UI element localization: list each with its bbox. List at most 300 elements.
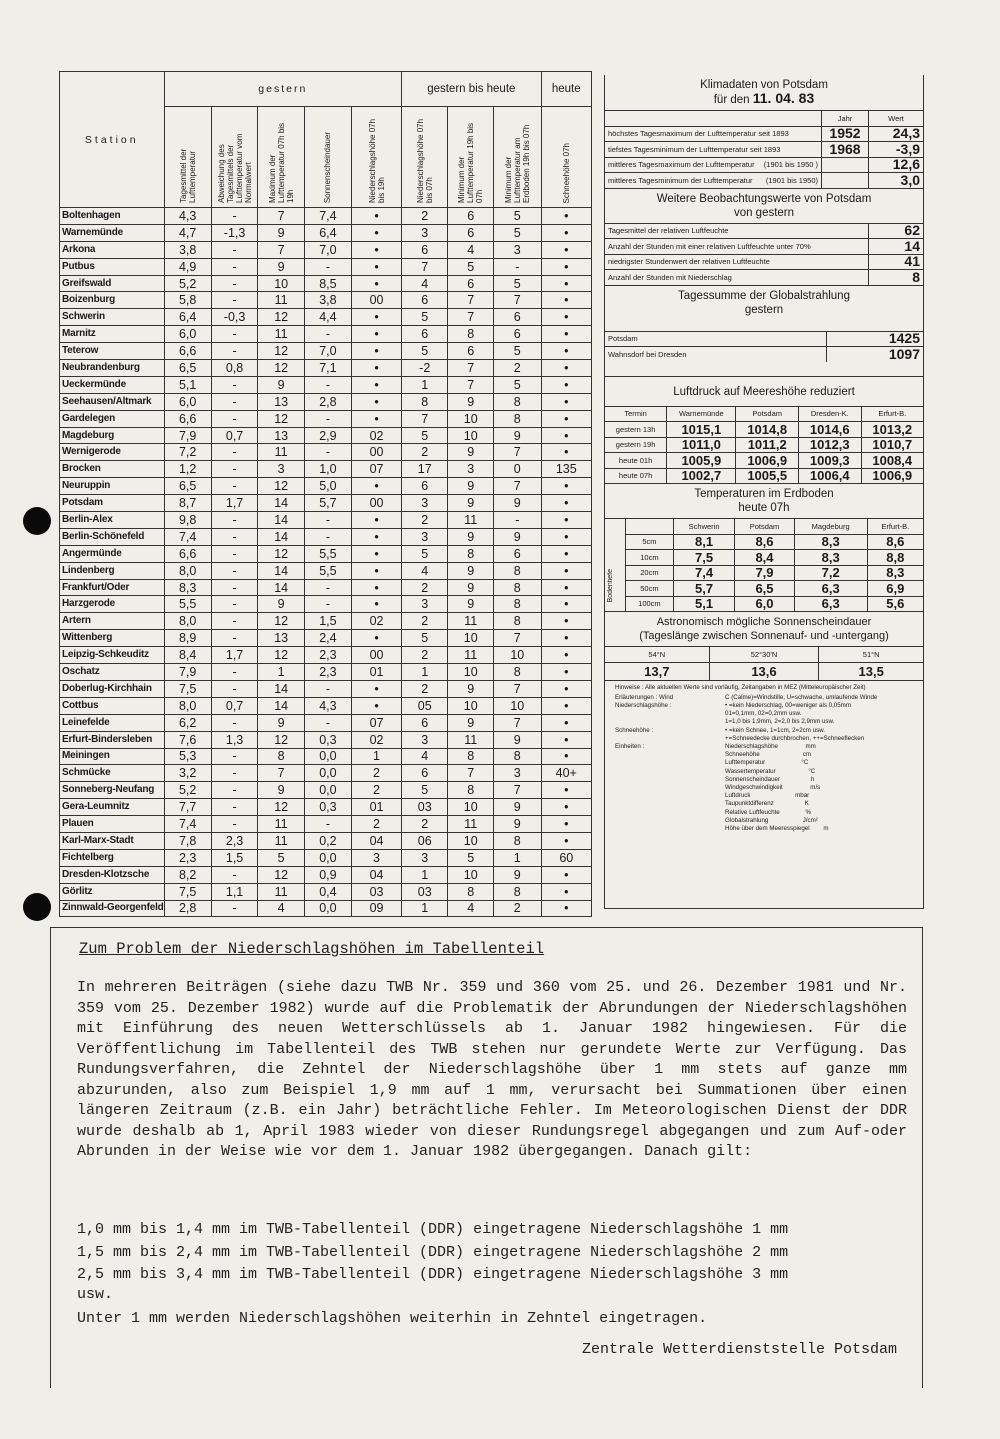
article-body: In mehreren Beiträgen (siehe dazu TWB Nr. 359 und 360 vom 25. und 26. Dezember 1981 und Nr. 359 vom 25. Dezember 1982) wurde auf die Problematik der Abrundungen der Niederschlagshöhen mit Einführung des neuen Wetterschlüssels ab 1. Januar 1982 hingewiesen. Für die Veröffentlichung im Tabellenteil des TWB stehen nur gerundete Werte zur Verfügung. Das Rundungsverfahren, die Zehntel der Niederschlagshöhe über 1 mm stets auf ganze mm abzurunden, also zum Beispiel 1,9 mm auf 1 mm, verursacht bei Summationen über einen längeren Zeitraum (z.B. ein Jahr) beträchtliche Fehler. Im Meteorologischen Dienst der DDR wurde deshalb ab 1, April 1983 wieder von dieser Rundungsregel abgegangen und zum Auf-oder Abrunden in der Weise wie vor dem 1. Januar 1982 übergegangen. Danach gilt: (77, 979, 907, 1160)
station-value: - (494, 258, 542, 275)
station-value: - (211, 512, 258, 529)
station-name: Magdeburg (60, 427, 165, 444)
station-value: 9 (448, 562, 494, 579)
table-row (605, 422, 923, 438)
erdboden-value: 8,3 (867, 565, 923, 581)
station-value: 7 (494, 680, 542, 697)
table-row (60, 799, 592, 816)
station-value: 5 (494, 343, 542, 360)
station-value: • (541, 883, 591, 900)
klima-value: -3,9 (869, 142, 924, 158)
station-value: 8 (448, 748, 494, 765)
luftdruck-value: 1013,2 (861, 422, 923, 438)
station-value: - (211, 343, 258, 360)
column-header-label: Niederschlagshöhe 07h bis 07h (415, 118, 434, 203)
station-value: 13 (258, 393, 304, 410)
column-header-label: Maximum der Lufttemperatur 07h bis 19h (267, 122, 295, 203)
station-name: Brocken (60, 461, 165, 478)
station-value: 8 (258, 748, 304, 765)
station-name: Leipzig-Schkeuditz (60, 647, 165, 664)
station-value: - (211, 596, 258, 613)
erdboden-value: 6,3 (794, 581, 867, 597)
station-value: 6 (494, 326, 542, 343)
station-value: • (541, 478, 591, 495)
station-value: 13 (258, 630, 304, 647)
station-value: 09 (352, 900, 402, 917)
hinweise-value: • =kein Niederschlag, 00=weniger als 0,05mm (725, 701, 851, 709)
klima-label-text: mittleres Tagesminimum der Lufttemperatur (608, 175, 753, 185)
station-value: 2 (402, 816, 448, 833)
station-value: 9 (448, 596, 494, 613)
station-value: - (304, 258, 351, 275)
station-value: 10 (448, 664, 494, 681)
column-header-label: Minimum der Lufttemperatur am Erdboden 19h bis 07h (503, 124, 531, 203)
station-value: • (541, 224, 591, 241)
station-name: Schwerin (60, 309, 165, 326)
station-value: - (304, 326, 351, 343)
hinweise-key (615, 768, 725, 776)
station-value: 7,6 (164, 731, 211, 748)
station-value: • (352, 512, 402, 529)
station-value: • (541, 393, 591, 410)
station-value: 10 (494, 697, 542, 714)
station-value: 9 (448, 680, 494, 697)
station-value: -0,3 (211, 309, 258, 326)
klima-year (822, 173, 869, 188)
station-value: 0,7 (211, 427, 258, 444)
station-name: Meiningen (60, 748, 165, 765)
station-value: 5,8 (164, 292, 211, 309)
hinweise-value: Luftdruck mbar (725, 792, 810, 800)
luftdruck-value: 1011,0 (667, 437, 736, 453)
station-value: 7 (402, 258, 448, 275)
table-row (60, 241, 592, 258)
station-value: 5 (258, 849, 304, 866)
station-value: • (352, 393, 402, 410)
station-value: • (541, 748, 591, 765)
hinweise-key: Niederschlagshöhe : (615, 701, 672, 709)
station-value: 2 (402, 579, 448, 596)
table-row (60, 832, 592, 849)
table-row (60, 714, 592, 731)
station-value: 9 (494, 495, 542, 512)
station-value: 0,0 (304, 849, 351, 866)
station-value: 2 (494, 360, 542, 377)
station-value: 11 (448, 816, 494, 833)
table-row (60, 326, 592, 343)
station-value: 5,1 (164, 376, 211, 393)
station-value: • (541, 866, 591, 883)
station-value: 1 (402, 376, 448, 393)
station-name: Artern (60, 613, 165, 630)
luftdruck-value: 1006,9 (861, 468, 923, 483)
hinweise-value: Taupunktdifferenz K (725, 800, 809, 808)
erdboden-value: 7,2 (794, 565, 867, 581)
table-row (60, 360, 592, 377)
station-value: 1 (352, 748, 402, 765)
table-row (60, 765, 592, 782)
hinweise-key (615, 710, 725, 718)
station-value: • (541, 714, 591, 731)
station-name: Gardelegen (60, 410, 165, 427)
station-value: 9 (258, 224, 304, 241)
station-value: 6 (448, 224, 494, 241)
station-value: 7,9 (164, 427, 211, 444)
station-value: 6 (402, 292, 448, 309)
table-row (605, 142, 923, 158)
station-value: 1,7 (211, 495, 258, 512)
luftdruck-value: 1014,6 (799, 422, 862, 438)
station-value: 2,3 (211, 832, 258, 849)
klima-label (605, 173, 822, 188)
station-value: 1,5 (211, 849, 258, 866)
hinweise-line (615, 735, 913, 743)
station-value: 1 (402, 900, 448, 917)
station-value: • (352, 309, 402, 326)
station-value: 6,4 (304, 224, 351, 241)
station-value: 4 (402, 562, 448, 579)
station-value: 6,5 (164, 478, 211, 495)
station-value: 7 (448, 292, 494, 309)
station-value: 8 (494, 883, 542, 900)
station-value: 7,1 (304, 360, 351, 377)
luftdruck-value: 1011,2 (736, 437, 799, 453)
station-value: 2,8 (304, 393, 351, 410)
sonnenschein-title: Astronomisch mögliche Sonnenscheindauer (656, 616, 872, 628)
station-value: 03 (402, 883, 448, 900)
station-value: 2 (402, 613, 448, 630)
station-value: - (211, 748, 258, 765)
sonnen-header-row (605, 647, 923, 663)
station-value: - (211, 714, 258, 731)
station-value: • (541, 731, 591, 748)
station-value: 8 (494, 596, 542, 613)
table-row (605, 270, 923, 285)
station-value: 0,0 (304, 782, 351, 799)
table-row (626, 565, 924, 581)
station-name: Putbus (60, 258, 165, 275)
station-value: 1,1 (211, 883, 258, 900)
hinweise-line (615, 825, 913, 833)
station-value: 3 (448, 461, 494, 478)
station-value: 4,3 (164, 208, 211, 225)
table-row (626, 596, 924, 611)
station-value: 9 (494, 528, 542, 545)
station-value: 5 (402, 309, 448, 326)
station-value: 9 (494, 427, 542, 444)
station-value: 07 (352, 714, 402, 731)
station-value: 9 (494, 866, 542, 883)
station-value: - (304, 579, 351, 596)
weitere-value: 62 (869, 223, 924, 239)
station-value: • (541, 512, 591, 529)
station-value: 3 (258, 461, 304, 478)
globalstrahlung-section (605, 285, 923, 362)
klimadaten-date-label: für den (713, 94, 750, 106)
hinweise-line (615, 792, 913, 800)
station-value: • (352, 326, 402, 343)
erdboden-value: 5,6 (867, 596, 923, 611)
station-name: Oschatz (60, 664, 165, 681)
column-header-label: Sonnenscheindauer (323, 131, 333, 203)
klima-value: 12,6 (869, 157, 924, 173)
luftdruck-value: 1010,7 (861, 437, 923, 453)
erdboden-value: 5,1 (673, 596, 734, 611)
station-value: 5,5 (304, 562, 351, 579)
station-value: • (541, 376, 591, 393)
luftdruck-value: 1014,8 (736, 422, 799, 438)
station-value: 8 (448, 326, 494, 343)
station-value: • (541, 495, 591, 512)
klima-label-suffix: (1901 bis 1950) (765, 175, 818, 185)
station-value: • (541, 292, 591, 309)
erdboden-depth: 20cm (626, 565, 674, 581)
station-name: Neuruppin (60, 478, 165, 495)
erdboden-depth: 50cm (626, 581, 674, 597)
station-value: 7 (448, 376, 494, 393)
hinweise-key (615, 718, 725, 726)
station-value: 7 (494, 714, 542, 731)
station-value: 5 (494, 208, 542, 225)
station-value: 8 (494, 832, 542, 849)
station-value: 01 (352, 799, 402, 816)
luftdruck-value: 1006,9 (736, 453, 799, 469)
station-value: 1,5 (304, 613, 351, 630)
table-row (60, 275, 592, 292)
station-value: • (541, 596, 591, 613)
klima-year: 1952 (822, 126, 869, 142)
station-value: 6,0 (164, 393, 211, 410)
station-value: - (211, 241, 258, 258)
table-row (60, 697, 592, 714)
station-value: 5 (448, 849, 494, 866)
erdboden-header: Potsdam (735, 519, 794, 535)
station-value: 2,8 (164, 900, 211, 917)
station-name: Harzgerode (60, 596, 165, 613)
luftdruck-termin: heute 01h (605, 453, 667, 469)
erdboden-value: 8,6 (735, 534, 794, 550)
hinweise-key (615, 735, 725, 743)
station-value: 7,4 (304, 208, 351, 225)
table-row (60, 596, 592, 613)
hinweise-key (615, 809, 725, 817)
station-value: 2 (352, 816, 402, 833)
station-name: Cottbus (60, 697, 165, 714)
hinweise-value: • =kein Schnee, 1=1cm, 2=2cm usw. (725, 726, 826, 734)
hinweise-line (615, 702, 913, 710)
station-value: 2,3 (304, 664, 351, 681)
station-value: 3 (494, 765, 542, 782)
signature: Zentrale Wetterdienststelle Potsdam (581, 1341, 897, 1358)
bodentiefe-label: Bodentiefe (607, 569, 614, 603)
klimadaten-section (605, 75, 923, 188)
station-value: • (541, 697, 591, 714)
table-row (605, 126, 923, 142)
station-value: • (541, 630, 591, 647)
hinweise-value: Sonnenscheindauer h (725, 775, 815, 783)
station-name: Schmücke (60, 765, 165, 782)
hinweise-line (615, 768, 913, 776)
hinweise-line (615, 743, 913, 751)
station-name: Wittenberg (60, 630, 165, 647)
station-value: 7 (402, 410, 448, 427)
table-row (605, 453, 923, 469)
station-value: 6 (448, 208, 494, 225)
hinweise-value: Lufttemperatur °C (725, 759, 809, 767)
station-value: 6,6 (164, 343, 211, 360)
station-name: Görlitz (60, 883, 165, 900)
table-row (60, 748, 592, 765)
station-value: 17 (402, 461, 448, 478)
table-row (60, 410, 592, 427)
station-name: Ueckermünde (60, 376, 165, 393)
station-name: Berlin-Alex (60, 512, 165, 529)
table-row (60, 849, 592, 866)
station-value: • (541, 444, 591, 461)
hinweise-value: Globalstrahlung J/cm² (725, 816, 818, 824)
weitere-value: 8 (869, 270, 924, 285)
klima-header-row (605, 111, 923, 127)
station-value: 0,3 (304, 731, 351, 748)
station-value: 00 (352, 495, 402, 512)
station-value: - (304, 714, 351, 731)
rule-5: Unter 1 mm werden Niederschlagshöhen weiterhin in Zehntel eingetragen. (77, 1310, 708, 1327)
station-value: • (541, 410, 591, 427)
station-value: 12 (258, 647, 304, 664)
station-value: 10 (448, 630, 494, 647)
rule-4: usw. (77, 1286, 114, 1303)
station-value: • (541, 579, 591, 596)
station-value: 6 (448, 343, 494, 360)
station-value: 9 (494, 731, 542, 748)
klima-label-text: höchstes Tagesmaximum der Lufttemperatur seit 1893 (608, 129, 789, 139)
station-value: 12 (258, 731, 304, 748)
station-value: 13 (258, 427, 304, 444)
station-value: 10 (448, 410, 494, 427)
hinweise-key (615, 825, 725, 833)
table-row (60, 495, 592, 512)
station-value: 9 (494, 799, 542, 816)
station-value: 3 (352, 849, 402, 866)
station-value: - (304, 816, 351, 833)
klima-label (605, 126, 822, 142)
station-value: 7 (494, 478, 542, 495)
station-value: - (211, 562, 258, 579)
station-value: • (352, 579, 402, 596)
station-name: Neubrandenburg (60, 360, 165, 377)
station-value: • (352, 596, 402, 613)
hinweise-value: Windgeschwindigkeit m/s (725, 783, 821, 791)
table-row (60, 613, 592, 630)
klima-value-header: Wert (869, 111, 924, 127)
table-row (60, 393, 592, 410)
group-gestern: gestern (164, 72, 402, 107)
hinweise-key: Schneehöhe : (615, 726, 654, 734)
station-value: 14 (258, 579, 304, 596)
hinweise-key (615, 784, 725, 792)
column-header (258, 107, 304, 208)
column-header (304, 107, 351, 208)
station-value: • (352, 528, 402, 545)
station-value: 1,2 (164, 461, 211, 478)
erdboden-value: 8,1 (673, 534, 734, 550)
station-value: 8 (402, 393, 448, 410)
table-row (605, 173, 923, 188)
luftdruck-header: Termin (605, 406, 667, 422)
station-value: 8 (494, 748, 542, 765)
station-value: 2 (402, 444, 448, 461)
station-value: 5,5 (164, 596, 211, 613)
group-gestern-bis-heute: gestern bis heute (402, 72, 541, 107)
station-value: • (541, 545, 591, 562)
column-header-label: Abweichung des Tagesmittels der Lufttemperatur vom Normalwert (216, 133, 253, 203)
station-value: - (304, 512, 351, 529)
station-value: 9 (258, 258, 304, 275)
station-value: • (352, 275, 402, 292)
station-value: 06 (402, 832, 448, 849)
global-value: 1097 (827, 347, 924, 362)
rule-2: 1,5 mm bis 2,4 mm im TWB-Tabellenteil (DDR) eingetragene Niederschlagshöhe 2 mm (77, 1244, 789, 1261)
station-value: • (541, 816, 591, 833)
station-value: 12 (258, 613, 304, 630)
station-name: Dresden-Klotzsche (60, 866, 165, 883)
station-header: Station (60, 72, 165, 208)
station-name: Gera-Leumnitz (60, 799, 165, 816)
station-value: 14 (258, 495, 304, 512)
station-value: 6 (402, 241, 448, 258)
erdboden-value: 7,5 (673, 550, 734, 566)
station-value: 6 (494, 545, 542, 562)
station-value: 2,9 (304, 427, 351, 444)
station-value: 4,9 (164, 258, 211, 275)
station-value: 5,2 (164, 782, 211, 799)
table-row (60, 528, 592, 545)
station-value: • (541, 647, 591, 664)
station-value: -2 (402, 360, 448, 377)
hinweise-key (615, 817, 725, 825)
station-value: 14 (258, 528, 304, 545)
global-value: 1425 (827, 331, 924, 347)
station-value: 5,2 (164, 275, 211, 292)
station-value: 0,9 (304, 866, 351, 883)
erdboden-value: 8,3 (794, 550, 867, 566)
sonnen-header: 51°N (819, 647, 923, 663)
table-row (60, 816, 592, 833)
station-name: Boltenhagen (60, 208, 165, 225)
luftdruck-termin: gestern 13h (605, 422, 667, 438)
station-value: 9 (448, 714, 494, 731)
station-value: - (211, 444, 258, 461)
station-name: Teterow (60, 343, 165, 360)
station-value: 7 (258, 241, 304, 258)
erdboden-header-row (626, 519, 924, 535)
station-name: Erfurt-Bindersleben (60, 731, 165, 748)
station-value: - (211, 545, 258, 562)
station-value: 11 (448, 731, 494, 748)
table-row (60, 208, 592, 225)
weitere-label: Anzahl der Stunden mit Niederschlag (605, 270, 869, 285)
klima-value: 24,3 (869, 126, 924, 142)
station-value: • (352, 376, 402, 393)
hinweise-line (615, 727, 913, 735)
station-value: 5 (402, 630, 448, 647)
station-value: - (211, 258, 258, 275)
weitere-label: Anzahl der Stunden mit einer relativen Luftfeuchte unter 70% (605, 239, 869, 255)
station-value: • (541, 799, 591, 816)
klima-year: 1968 (822, 142, 869, 158)
station-value: - (211, 461, 258, 478)
station-value: 9 (258, 596, 304, 613)
